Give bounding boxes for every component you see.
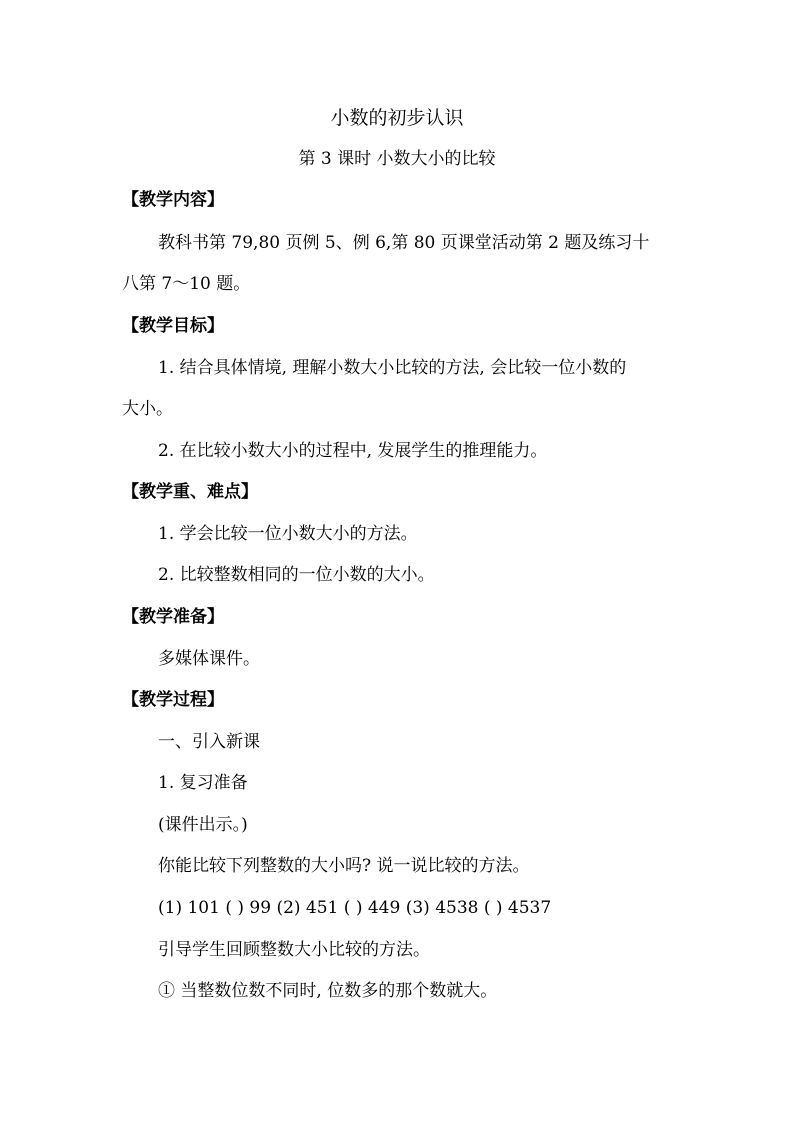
- content-heading: 【教学内容】: [122, 190, 224, 210]
- goal-item-1-line-1: 1. 结合具体情境, 理解小数大小比较的方法, 会比较一位小数的: [158, 358, 627, 378]
- goal-item-2: 2. 在比较小数大小的过程中, 发展学生的推理能力。: [158, 441, 548, 461]
- process-step-1: 一、引入新课: [158, 732, 260, 752]
- process-heading: 【教学过程】: [122, 690, 224, 710]
- process-question: 你能比较下列整数的大小吗? 说一说比较的方法。: [158, 856, 530, 876]
- lesson-subtitle: 第 3 课时 小数大小的比较: [298, 149, 496, 169]
- process-exercise: (1) 101 ( ) 99 (2) 451 ( ) 449 (3) 4538 ( ) 4537: [158, 898, 552, 918]
- process-sub-1: 1. 复习准备: [158, 773, 248, 793]
- key-point-item-2: 2. 比较整数相同的一位小数的大小。: [158, 565, 435, 585]
- content-text-line-1: 教科书第 79,80 页例 5、例 6,第 80 页课堂活动第 2 题及练习十: [158, 233, 650, 253]
- document-title: 小数的初步认识: [330, 107, 464, 129]
- process-guide: 引导学生回顾整数大小比较的方法。: [158, 940, 430, 960]
- content-text-line-2: 八第 7～10 题。: [122, 274, 251, 294]
- preparation-text: 多媒体课件。: [158, 649, 260, 669]
- preparation-heading: 【教学准备】: [122, 607, 224, 627]
- process-note: (课件出示。): [158, 815, 248, 835]
- key-points-heading: 【教学重、难点】: [122, 482, 258, 502]
- key-point-item-1: 1. 学会比较一位小数大小的方法。: [158, 524, 418, 544]
- goals-heading: 【教学目标】: [122, 316, 224, 336]
- goal-item-1-line-2: 大小。: [122, 399, 173, 419]
- process-rule-1: ① 当整数位数不同时, 位数多的那个数就大。: [158, 981, 498, 1001]
